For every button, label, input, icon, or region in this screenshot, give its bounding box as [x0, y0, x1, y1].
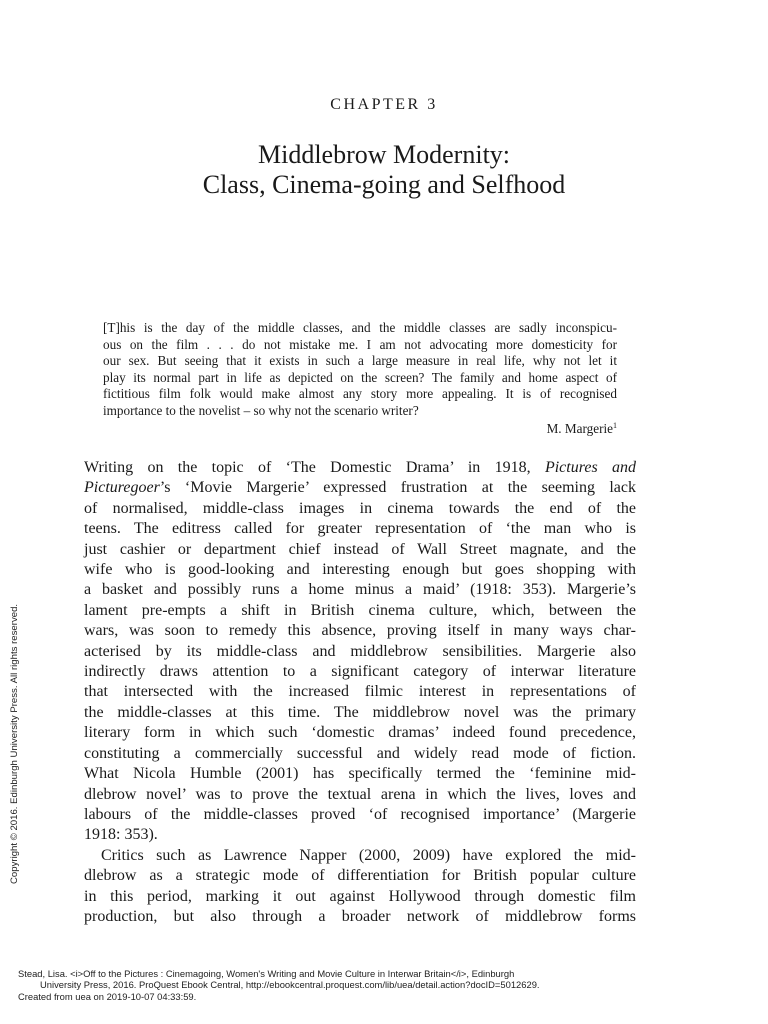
epigraph — [103, 320, 617, 437]
copyright-sidebar: Copyright © 2016. Edinburgh University Press. All rights reserved. — [9, 603, 20, 884]
body-line: labours of the middle-classes proved ‘of recognised importance’ (Margerie — [84, 805, 636, 823]
body-line: What Nicola Humble (2001) has specifically termed the ‘feminine mid- — [84, 765, 636, 783]
body-line: acterised by its middle-class and middlebrow sensibilities. Margerie also — [84, 642, 636, 660]
body-line: that intersected with the increased filmic interest in representations of — [84, 683, 636, 701]
body-line: literary form in which such ‘domestic dramas’ indeed found precedence, — [84, 724, 636, 742]
body-line: of normalised, middle-class images in cinema towards the end of the — [84, 499, 636, 517]
body-line — [84, 478, 636, 498]
body-line: just cashier or department chief instead of Wall Street magnate, and the — [84, 540, 636, 558]
journal-title: Pictures and — [544, 459, 636, 476]
journal-title: Picturegoer — [84, 479, 160, 497]
chapter-title-line-2: Class, Cinema-going and Selfhood — [202, 170, 566, 199]
body-line: production, but also through a broader network of middlebrow forms — [84, 907, 636, 925]
body-line: dlebrow as a strategic mode of differentiation for British popular culture — [84, 867, 636, 885]
body-line: Critics such as Lawrence Napper (2000, 2009) have explored the mid- — [101, 846, 636, 864]
body-text-run: Writing on the topic of ‘The Domestic Drama’ in 1918, — [84, 459, 545, 476]
attribution-name: M. Margerie — [546, 420, 613, 436]
body-line: dlebrow novel’ was to prove the textual arena in which the lives, loves and — [84, 785, 636, 803]
epigraph-line: fictitious film folk would make almost any story more appealing. It is of recognised — [103, 386, 617, 402]
citation-line-1: Stead, Lisa. <i>Off to the Pictures : Cinemagoing, Women's Writing and Movie Culture in Interwar Britain</i>, Edinburgh — [18, 968, 515, 979]
body-line — [84, 458, 636, 478]
citation-line-2[interactable]: University Press, 2016. ProQuest Ebook Central, http://ebookcentral.proquest.com/lib/uea/detail.action?docID=5012629. — [40, 979, 540, 991]
epigraph-line: importance to the novelist – so why not the scenario writer? — [103, 402, 419, 418]
body-line: 1918: 353). — [84, 826, 158, 844]
body-line: the middle-classes at this time. The middlebrow novel was the primary — [84, 703, 636, 721]
chapter-title — [0, 140, 768, 200]
body-line: wars, was soon to remedy this absence, proving itself in many ways char- — [84, 622, 636, 640]
body-line: indirectly draws attention to a significant category of interwar literature — [84, 663, 636, 681]
epigraph-line: our sex. But seeing that it exists in such a large measure in real life, why not let it — [103, 353, 617, 369]
body-text-run: ’s ‘Movie Margerie’ expressed frustration at the seeming lack — [159, 479, 636, 497]
body-line: lament pre-empts a shift in British cinema culture, which, between the — [84, 601, 636, 619]
body-line: wife who is good-looking and interesting enough but goes shopping with — [84, 561, 636, 579]
body-line: constituting a commercially successful and widely read mode of fiction. — [84, 744, 636, 762]
chapter-title-line-1: Middlebrow Modernity: — [257, 140, 511, 169]
body-line: a basket and possibly runs a home minus a maid’ (1918: 353). Margerie’s — [84, 581, 636, 599]
epigraph-attribution — [103, 421, 617, 438]
body-line: in this period, marking it out against Hollywood through domestic film — [84, 887, 636, 905]
citation-footer — [18, 968, 758, 1002]
epigraph-line: play its normal part in life as depicted on the screen? The family and home aspect of — [103, 369, 617, 385]
citation-line-3: Created from uea on 2019-10-07 04:33:59. — [18, 990, 197, 1002]
chapter-label: CHAPTER 3 — [330, 96, 438, 113]
footnote-mark[interactable]: 1 — [613, 420, 617, 430]
epigraph-line: ous on the film . . . do not mistake me. I am not advocating more domesticity for — [103, 336, 617, 352]
epigraph-line: [T]his is the day of the middle classes, and the middle classes are sadly inconspicu- — [103, 320, 617, 335]
body-text — [84, 458, 636, 927]
body-line: teens. The editress called for greater representation of ‘the man who is — [84, 520, 636, 538]
